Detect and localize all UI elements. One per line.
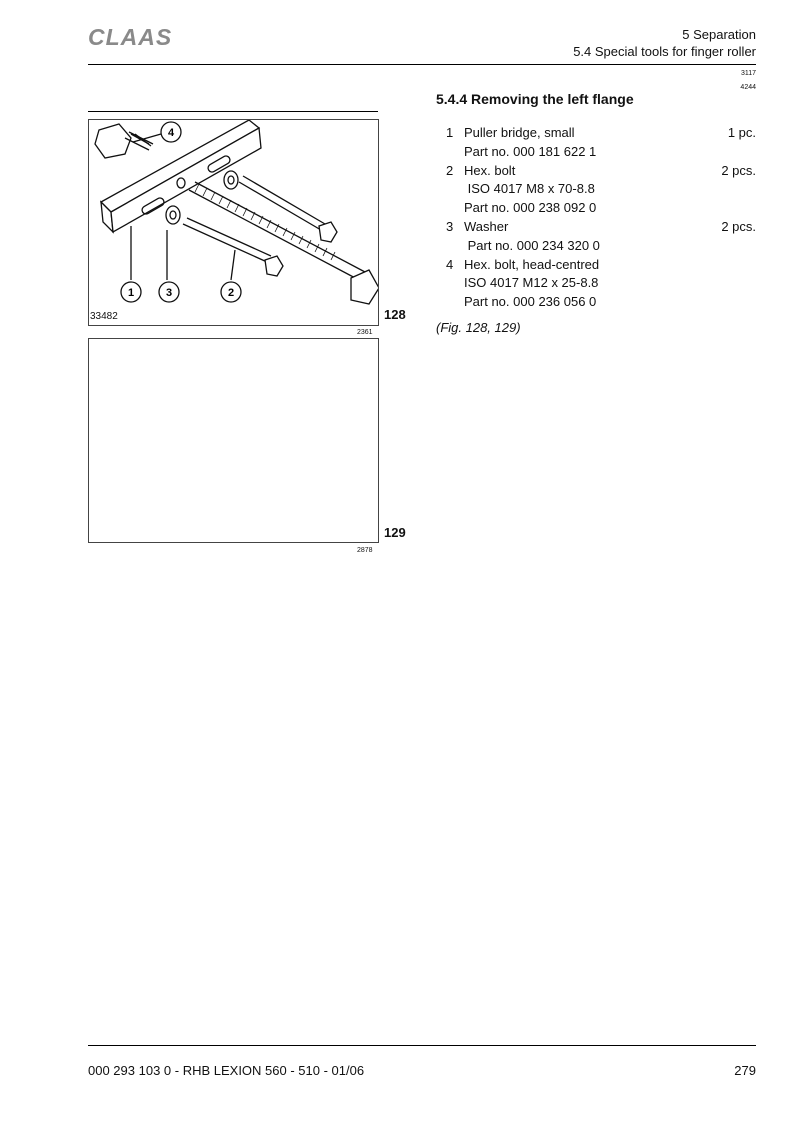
quantity: 2 pcs. — [721, 218, 756, 234]
chapter-title: 5 Separation — [682, 27, 756, 42]
callout-3: 3 — [165, 287, 173, 299]
part-detail: Part no. 000 181 622 1 — [464, 143, 597, 159]
figure-129-code: 2878 — [357, 547, 373, 554]
page-number: 279 — [734, 1063, 756, 1078]
list-item: 3 Washer 2 pcs. Part no. 000 234 320 0 — [446, 218, 756, 256]
part-detail: Part no. 000 238 092 0 — [464, 200, 597, 216]
part-detail: ISO 4017 M8 x 70-8.8 — [464, 181, 595, 197]
figure-128-code: 2361 — [357, 329, 373, 336]
list-item: 4 Hex. bolt, head-centred ISO 4017 M12 x 25-8.8 Part no. 000 236 056 0 — [446, 256, 756, 312]
part-detail: ISO 4017 M12 x 25-8.8 — [464, 275, 599, 291]
document-number: 000 293 103 0 - RHB LEXION 560 - 510 - 01/06 — [88, 1063, 365, 1078]
list-item: 2 Hex. bolt 2 pcs. ISO 4017 M8 x 70-8.8 Part no. 000 238 092 0 — [446, 162, 756, 218]
figure-129-number: 129 — [384, 525, 406, 540]
figure-128-number: 128 — [384, 307, 406, 322]
callout-1: 1 — [127, 287, 135, 299]
part-detail: Part no. 000 236 056 0 — [464, 294, 597, 310]
callout-2: 2 — [227, 287, 235, 299]
figure-128-id: 33482 — [90, 311, 118, 322]
figure-128 — [88, 119, 379, 326]
quantity: 1 pc. — [727, 125, 756, 140]
callout-4: 4 — [167, 127, 175, 139]
svg-text:CLAAS: CLAAS — [88, 24, 173, 50]
quantity: 2 pcs. — [721, 162, 756, 178]
left-column-rule — [88, 111, 378, 112]
ref-code-b: 4244 — [740, 84, 756, 91]
page-title: 5.4.4 Removing the left flange — [436, 91, 634, 107]
header-rule — [88, 64, 756, 65]
claas-logo — [88, 24, 188, 50]
parts-list — [446, 124, 756, 312]
section-title-header: 5.4 Special tools for finger roller — [573, 44, 756, 59]
part-detail: Part no. 000 234 320 0 — [464, 237, 600, 253]
footer-rule — [88, 1045, 756, 1046]
ref-code-a: 3117 — [740, 70, 756, 77]
figure-129 — [88, 338, 379, 543]
puller-tool-illustration — [89, 120, 378, 325]
list-item: 1 Puller bridge, small 1 pc. Part no. 000 181 622 1 — [446, 124, 756, 162]
figure-reference: (Fig. 128, 129) — [436, 320, 521, 335]
